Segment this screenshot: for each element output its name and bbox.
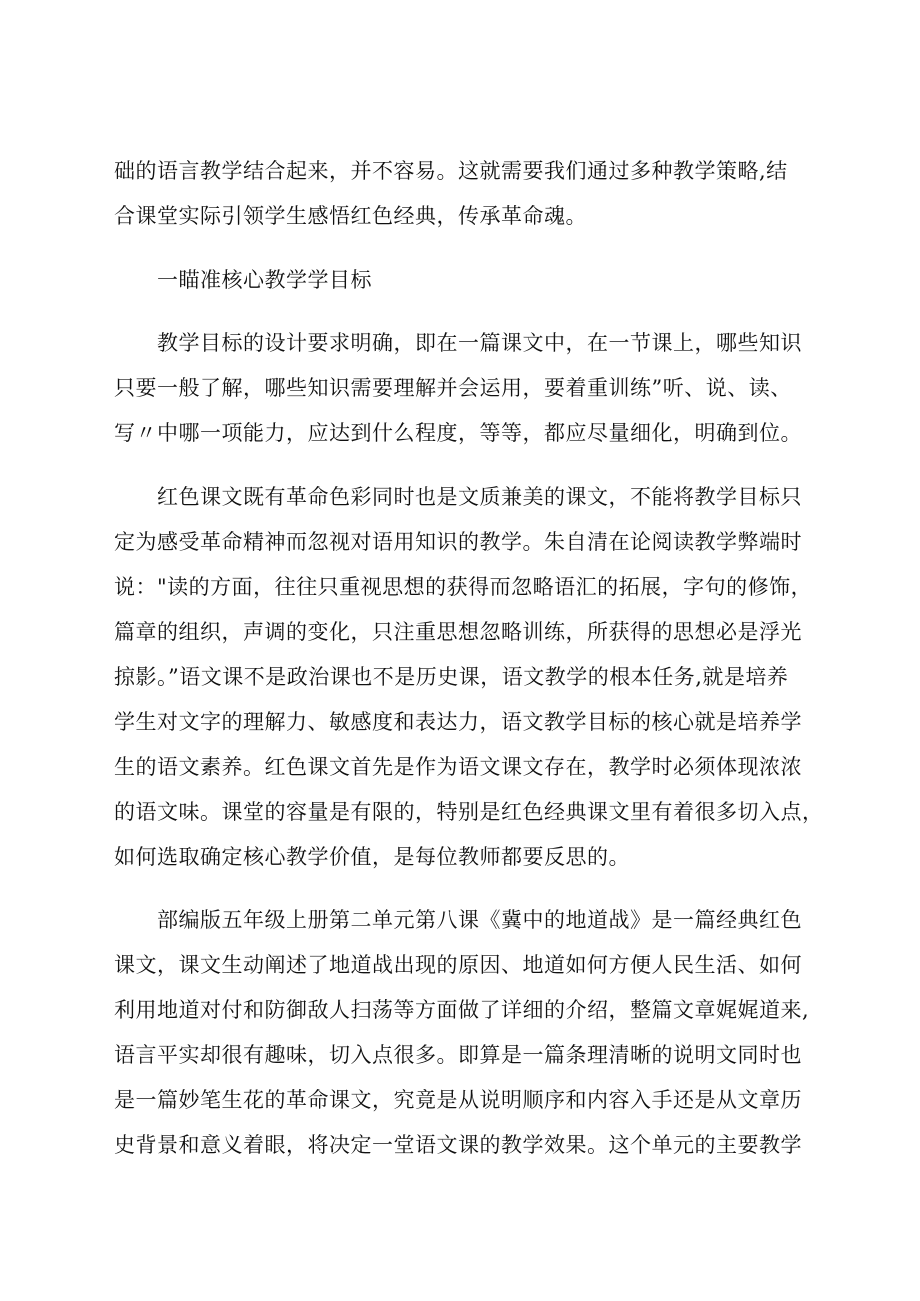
text-line: 掠影。”语文课不是政治课也不是历史课，语文教学的根本任务,就是培养 bbox=[114, 665, 789, 689]
section-heading: 一瞄准核心教学学目标 bbox=[157, 268, 372, 292]
text-line: 写〃中哪一项能力，应达到什么程度，等等，都应尽量细化，明确到位。 bbox=[114, 421, 802, 445]
text-line: 说："读的方面，往往只重视思想的获得而忽略语汇的拓展，字句的修饰， bbox=[114, 575, 813, 599]
text-line: 如何选取确定核心教学价值，是每位教师都要反思的。 bbox=[114, 845, 630, 869]
text-line: 础的语言教学结合起来，并不容易。这就需要我们通过多种教学策略,结 bbox=[114, 159, 788, 183]
text-line: 利用地道对付和防御敌人扫荡等方面做了详细的介绍，整篇文章娓娓道来, bbox=[114, 998, 810, 1022]
text-line: 部编版五年级上册第二单元第八课《冀中的地道战》是一篇经典红色 bbox=[157, 908, 802, 932]
text-line: 史背景和意义着眼，将决定一堂语文课的教学效果。这个单元的主要教学 bbox=[114, 1133, 802, 1157]
text-line: 红色课文既有革命色彩同时也是文质兼美的课文，不能将教学目标只 bbox=[157, 485, 802, 509]
text-line: 篇章的组织，声调的变化，只注重思想忽略训练，所获得的思想必是浮光 bbox=[114, 620, 802, 644]
text-line: 教学目标的设计要求明确，即在一篇课文中，在一节课上，哪些知识 bbox=[157, 331, 802, 355]
text-line: 定为感受革命精神而忽视对语用知识的教学。朱自清在论阅读教学弊端时 bbox=[114, 530, 802, 554]
text-line: 学生对文字的理解力、敏感度和表达力，语文教学目标的核心就是培养学 bbox=[114, 710, 802, 734]
text-line: 是一篇妙笔生花的革命课文，究竟是从说明顺序和内容入手还是从文章历 bbox=[114, 1088, 802, 1112]
text-line: 合课堂实际引领学生感悟红色经典，传承革命魂。 bbox=[114, 204, 587, 228]
text-line: 课文，课文生动阐述了地道战出现的原因、地道如何方便人民生活、如何 bbox=[114, 953, 802, 977]
text-line: 只要一般了解，哪些知识需要理解并会运用，要着重训练”听、说、读、 bbox=[114, 376, 792, 400]
text-line: 语言平实却很有趣味，切入点很多。即算是一篇条理清晰的说明文同时也 bbox=[114, 1043, 802, 1067]
text-line: 的语文味。课堂的容量是有限的，特别是红色经典课文里有着很多切入点， bbox=[114, 800, 824, 824]
text-line: 生的语文素养。红色课文首先是作为语文课文存在，教学时必须体现浓浓 bbox=[114, 755, 802, 779]
